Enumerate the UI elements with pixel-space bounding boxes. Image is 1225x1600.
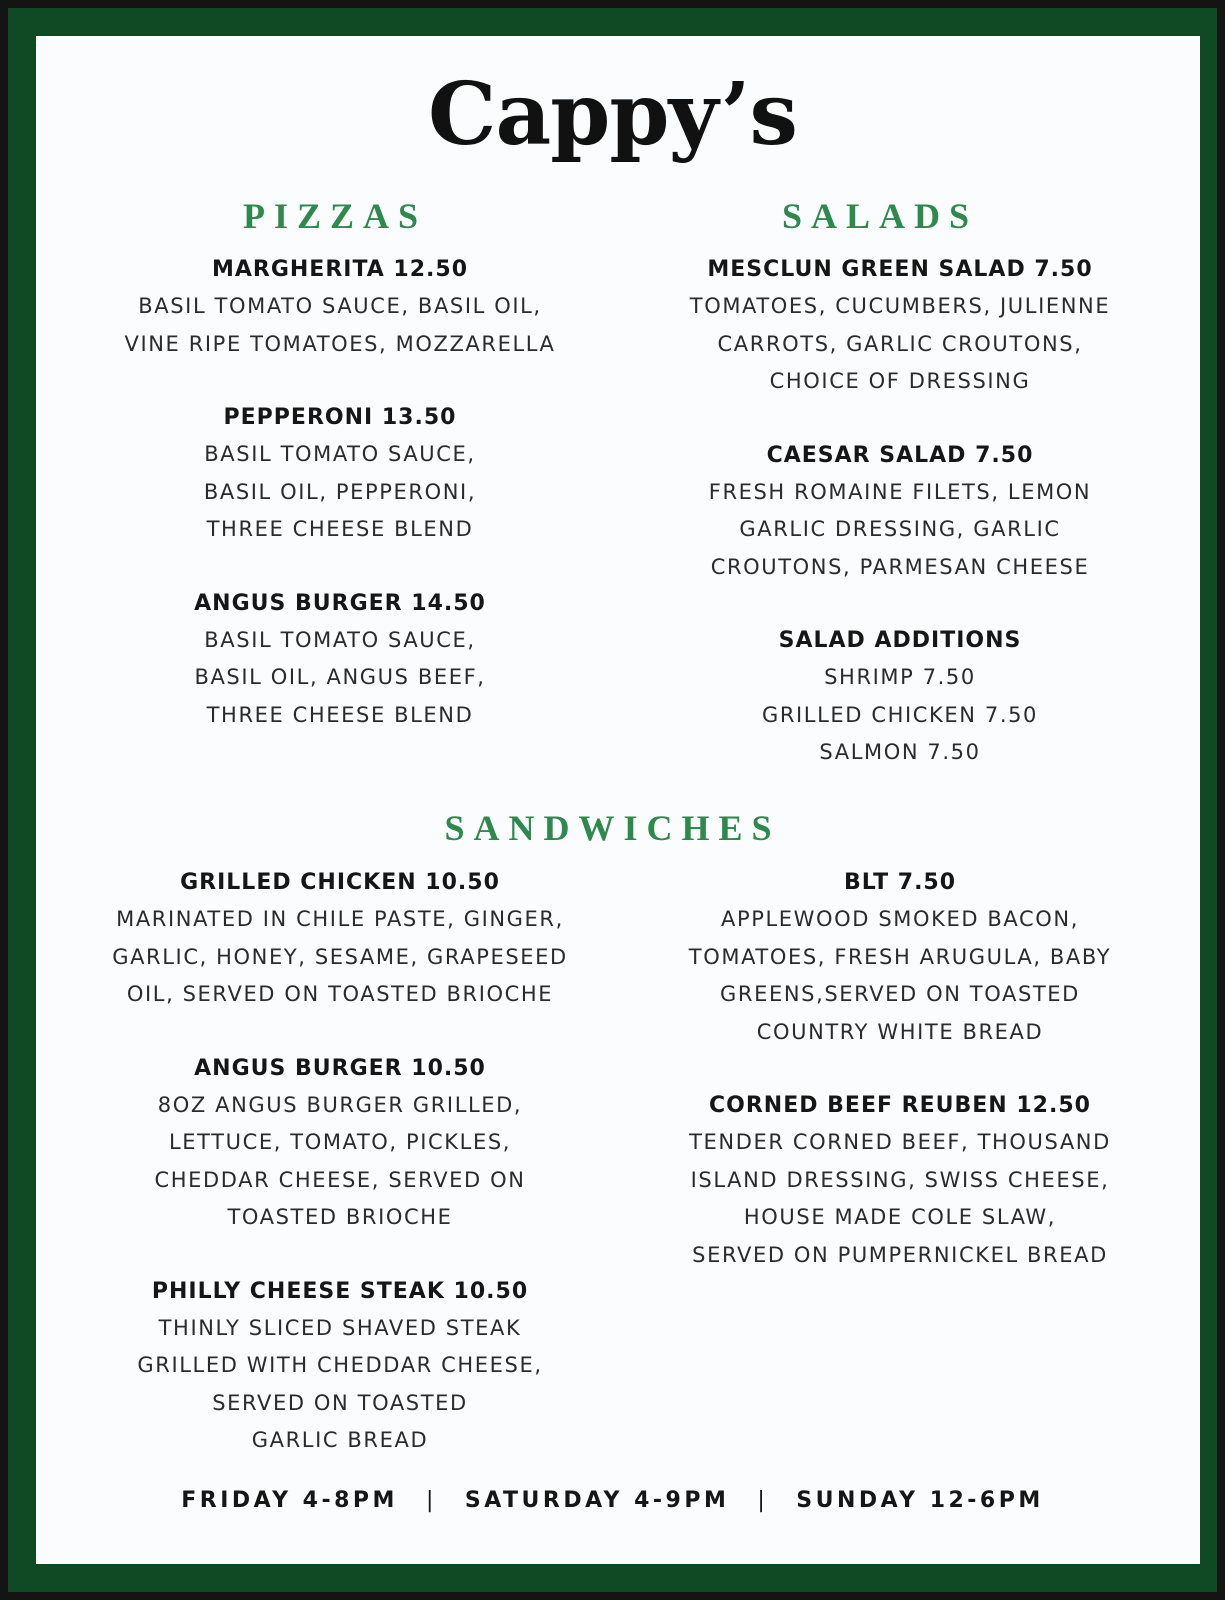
menu-item-description: CARROTS, GARLIC CROUTONS, (717, 331, 1083, 356)
menu-item-description: TOMATOES, FRESH ARUGULA, BABY (688, 944, 1112, 969)
menu-item-description: FRESH ROMAINE FILETS, LEMON (708, 479, 1092, 504)
menu-item-description: CROUTONS, PARMESAN CHEESE (710, 554, 1090, 579)
menu-item (60, 864, 620, 1014)
hours-separator: | (757, 1488, 769, 1513)
menu-item-description: SHRIMP 7.50 (824, 665, 976, 689)
menu-item-description: ISLAND DRESSING, SWISS CHEESE, (690, 1167, 1110, 1192)
menu-item-name: GRILLED CHICKEN 10.50 (180, 870, 500, 895)
menu-item-name: CORNED BEEF REUBEN 12.50 (709, 1093, 1091, 1118)
menu-item-description: BASIL TOMATO SAUCE, (204, 627, 476, 652)
menu-item (60, 251, 620, 363)
hours-saturday: SATURDAY 4-9PM (464, 1488, 730, 1513)
menu-item (620, 251, 1180, 401)
menu-item-description: TENDER CORNED BEEF, THOUSAND (689, 1130, 1111, 1154)
menu-item-description: VINE RIPE TOMATOES, MOZZARELLA (124, 331, 556, 356)
menu-item-description: OIL, SERVED ON TOASTED BRIOCHE (126, 982, 554, 1006)
menu-item-description: THINLY SLICED SHAVED STEAK (158, 1315, 522, 1340)
menu-item-description: BASIL TOMATO SAUCE, BASIL OIL, (138, 294, 542, 318)
menu-item-name: MESCLUN GREEN SALAD 7.50 (707, 257, 1093, 282)
menu-item-description: BASIL OIL, PEPPERONI, (203, 479, 477, 504)
menu-item-description: GRILLED CHICKEN 7.50 (761, 702, 1039, 727)
menu-item-description: APPLEWOOD SMOKED BACON, (721, 907, 1079, 931)
hours-sunday: SUNDAY 12-6PM (796, 1488, 1044, 1513)
menu-item (620, 1087, 1180, 1274)
menu-item-description: THREE CHEESE BLEND (206, 517, 474, 541)
section-title-pizzas: PIZZAS (242, 196, 428, 236)
menu-item (60, 1273, 620, 1460)
menu-item-description: BASIL OIL, ANGUS BEEF, (194, 665, 486, 689)
opening-hours (0, 1488, 1225, 1513)
menu-item-description: BASIL TOMATO SAUCE, (204, 442, 476, 466)
menu-item-description: SALMON 7.50 (819, 740, 981, 764)
menu-item-description: CHOICE OF DRESSING (769, 369, 1031, 393)
menu-item-description: HOUSE MADE COLE SLAW, (743, 1205, 1057, 1229)
menu-item-name: SALAD ADDITIONS (778, 628, 1022, 653)
menu-item-name: ANGUS BURGER 10.50 (194, 1055, 486, 1081)
menu-item (60, 399, 620, 549)
section-title-salads: SALADS (781, 196, 979, 236)
restaurant-name: Cappy’s (428, 64, 797, 165)
menu-item-name: PHILLY CHEESE STEAK 10.50 (151, 1278, 529, 1304)
menu-item (60, 1050, 620, 1237)
menu-item-name: CAESAR SALAD 7.50 (766, 442, 1034, 468)
menu-item-description: LETTUCE, TOMATO, PICKLES, (168, 1130, 512, 1154)
menu-item (620, 864, 1180, 1051)
menu-item-description: SERVED ON PUMPERNICKEL BREAD (692, 1242, 1108, 1267)
menu-item-description: COUNTRY WHITE BREAD (756, 1019, 1044, 1044)
menu-item-name: BLT 7.50 (843, 870, 957, 895)
menu-item-description: GARLIC DRESSING, GARLIC (739, 517, 1061, 541)
hours-separator: | (425, 1488, 437, 1513)
menu-item (620, 622, 1180, 772)
menu-item-description: GARLIC BREAD (251, 1428, 429, 1452)
menu-item (60, 585, 620, 735)
menu-item (620, 437, 1180, 587)
menu-item-description: TOMATOES, CUCUMBERS, JULIENNE (689, 294, 1111, 318)
menu-item-description: GARLIC, HONEY, SESAME, GRAPESEED (112, 944, 568, 969)
sandwiches-right-list (620, 864, 1180, 1274)
menu-item-description: SERVED ON TOASTED (212, 1390, 468, 1415)
menu-item-name: MARGHERITA 12.50 (211, 257, 469, 282)
salads-list (620, 251, 1180, 772)
hours-friday: FRIDAY 4-8PM (181, 1488, 398, 1513)
pizzas-list (60, 251, 620, 734)
menu-item-description: GRILLED WITH CHEDDAR CHEESE, (137, 1353, 543, 1377)
menu-item-description: THREE CHEESE BLEND (206, 702, 474, 727)
menu-item-description: CHEDDAR CHEESE, SERVED ON (154, 1167, 526, 1192)
menu-item-description: 8OZ ANGUS BURGER GRILLED, (157, 1092, 523, 1117)
menu-item-description: TOASTED BRIOCHE (227, 1205, 453, 1229)
menu-item-name: PEPPERONI 13.50 (223, 405, 457, 430)
sandwiches-left-list (60, 864, 620, 1460)
menu-item-description: GREENS,SERVED ON TOASTED (720, 982, 1080, 1006)
section-title-sandwiches: SANDWICHES (444, 808, 781, 848)
menu-item-name: ANGUS BURGER 14.50 (194, 590, 486, 616)
menu-item-description: MARINATED IN CHILE PASTE, GINGER, (116, 907, 564, 931)
